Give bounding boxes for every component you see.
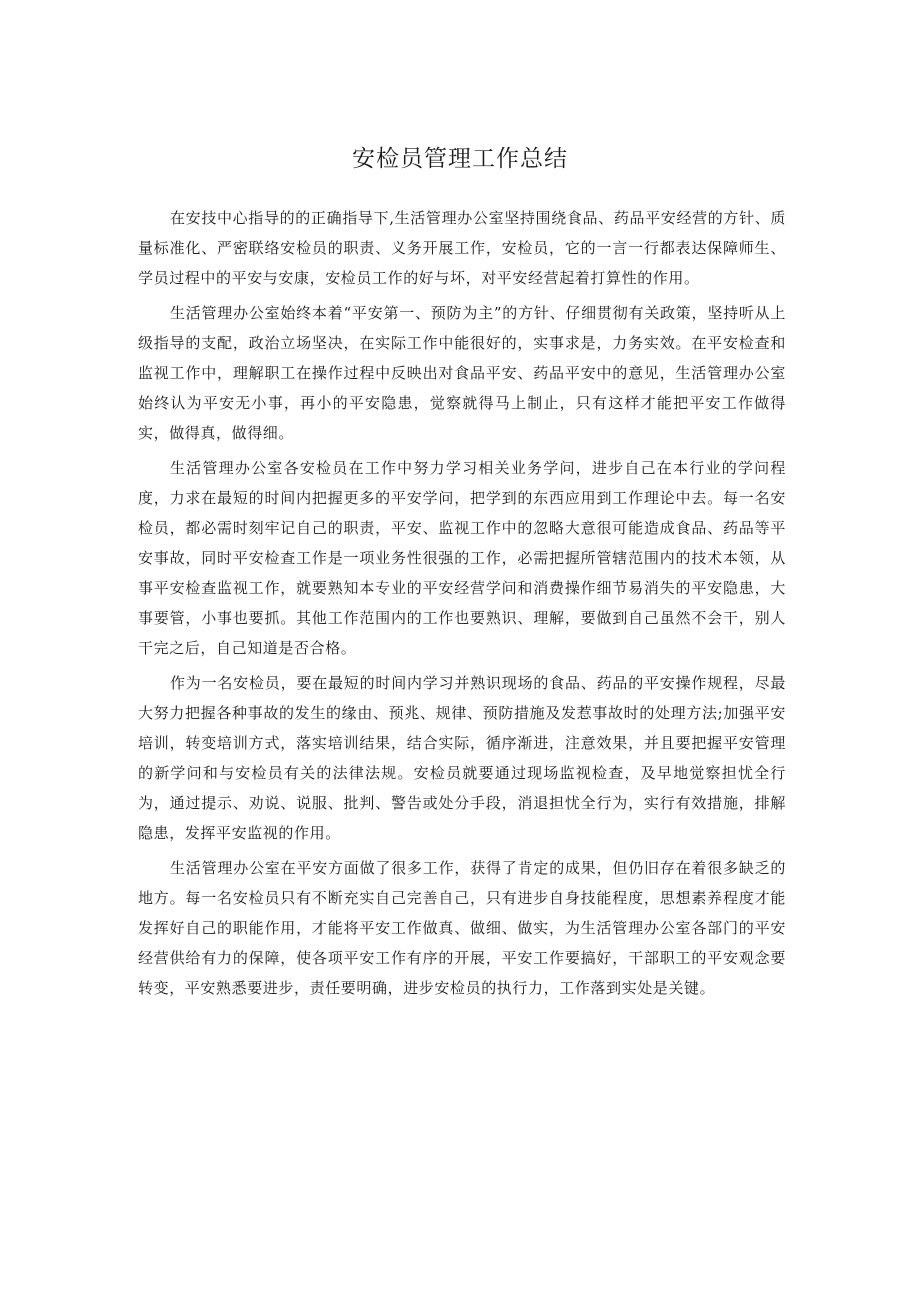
paragraph: 生活管理办公室始终本着“平安第一、预防为主”的方针、仔细贯彻有关政策，坚持听从上级指导的支配，政治立场坚决，在实际工作中能很好的，实事求是，力务实效。在平安检查和监视工作中，理解职工在操作过程中反映出对食品平安、药品平安中的意见，生活管理办公室始终认为平安无小事，再小的平安隐患，觉察就得马上制止，只有这样才能把平安工作做得实，做得真，做得细。 xyxy=(138,304,786,442)
paragraph: 生活管理办公室在平安方面做了很多工作，获得了肯定的成果，但仍旧存在着很多缺乏的地方。每一名安检员只有不断充实自己完善自己，只有进步自身技能程度，思想素养程度才能发挥好自己的职能作用，才能将平安工作做真、做细、做实，为生活管理办公室各部门的平安经营供给有力的保障，使各项平安工作有序的开展，平安工作要搞好，干部职工的平安观念要转变，平安熟悉要进步，责任要明确，进步安检员的执行力，工作落到实处是关键。 xyxy=(138,859,786,997)
paragraph: 生活管理办公室各安检员在工作中努力学习相关业务学问，进步自己在本行业的学问程度，力求在最短的时间内把握更多的平安学问，把学到的东西应用到工作理论中去。每一名安检员，都必需时刻牢记自己的职责，平安、监视工作中的忽略大意很可能造成食品、药品等平安事故，同时平安检查工作是一项业务性很强的工作，必需把握所管辖范围内的技术本领，从事平安检查监视工作，就要熟知本专业的平安经营学问和消费操作细节易消失的平安隐患，大事要管，小事也要抓。其他工作范围内的工作也要熟识、理解，要做到自己虽然不会干，别人干完之后，自己知道是否合格。 xyxy=(138,459,786,657)
paragraph: 在安技中心指导的的正确指导下,生活管理办公室坚持围绕食品、药品平安经营的方针、质量标准化、严密联络安检员的职责、义务开展工作，安检员，它的一言一行都表达保障师生、学员过程中的平安与安康，安检员工作的好与坏，对平安经营起着打算性的作用。 xyxy=(138,209,786,287)
paragraph: 作为一名安检员，要在最短的时间内学习并熟识现场的食品、药品的平安操作规程，尽最大努力把握各种事故的发生的缘由、预兆、规律、预防措施及发惹事故时的处理方法;加强平安培训，转变培训方式，落实培训结果，结合实际，循序渐进，注意效果，并且要把握平安管理的新学问和与安检员有关的法律法规。安检员就要通过现场监视检查，及早地觉察担忧全行为，通过提示、劝说、说服、批判、警告或处分手段，消退担忧全行为，实行有效措施，排解隐患，发挥平安监视的作用。 xyxy=(138,674,786,842)
document-title: 安检员管理工作总结 xyxy=(352,146,568,172)
document-body xyxy=(138,203,786,1008)
